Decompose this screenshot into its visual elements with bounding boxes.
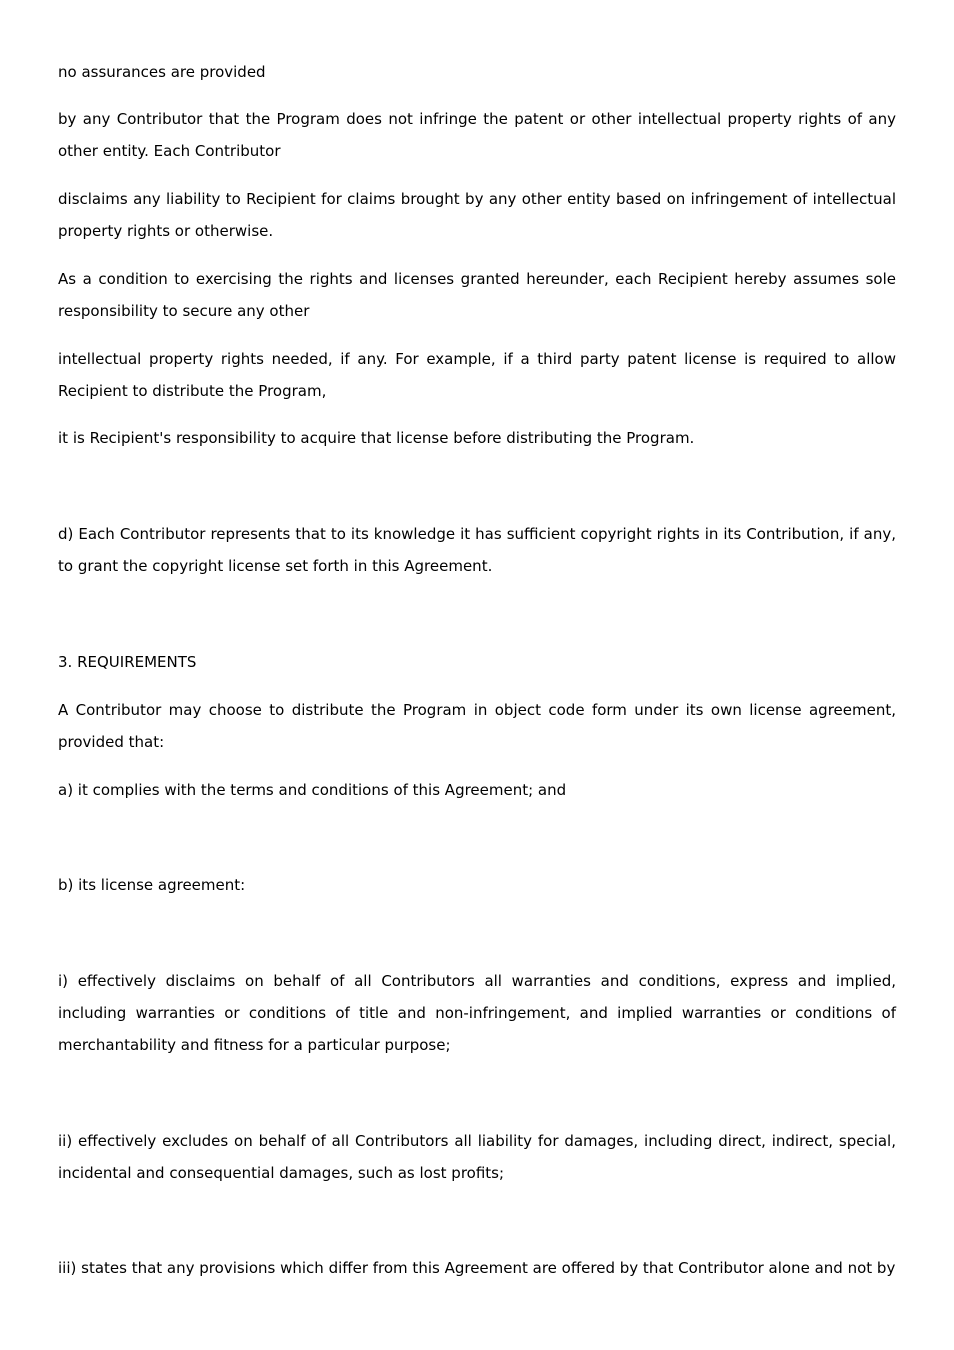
paragraph-no-assurances: no assurances are provided <box>58 63 266 81</box>
paragraph-infringement: by any Contributor that the Program does not infringe the patent or other intellectual property rights of any other entity. Each Contributor <box>58 110 896 160</box>
paragraph-b-license: b) its license agreement: <box>58 876 246 894</box>
paragraph-ii-damages: ii) effectively excludes on behalf of all Contributors all liability for damages, including direct, indirect, special, incidental and consequential damages, such as lost profits; <box>58 1132 896 1182</box>
paragraph-disclaims-liability: disclaims any liability to Recipient for claims brought by any other entity based on infringement of intellectual property rights or otherwise. <box>58 190 896 240</box>
section-heading-requirements: 3. REQUIREMENTS <box>58 653 197 671</box>
paragraph-iii-provisions: iii) states that any provisions which differ from this Agreement are offered by that Contributor alone and not by <box>58 1259 896 1277</box>
paragraph-condition: As a condition to exercising the rights and licenses granted hereunder, each Recipient hereby assumes sole responsibility to secure any other <box>58 270 896 320</box>
paragraph-d-copyright: d) Each Contributor represents that to its knowledge it has sufficient copyright rights in its Contribution, if any, to grant the copyright license set forth in this Agreement. <box>58 525 896 575</box>
paragraph-object-code: A Contributor may choose to distribute the Program in object code form under its own license agreement, provided that: <box>58 701 896 751</box>
paragraph-i-warranties: i) effectively disclaims on behalf of all Contributors all warranties and conditions, express and implied, including warranties or conditions of title and non-infringement, and implied warranties or conditions of merchantability and fitness for a particular purpose; <box>58 972 896 1054</box>
paragraph-a-complies: a) it complies with the terms and conditions of this Agreement; and <box>58 781 567 799</box>
paragraph-recipient-responsibility: it is Recipient's responsibility to acquire that license before distributing the Program. <box>58 429 695 447</box>
paragraph-ip-rights: intellectual property rights needed, if any. For example, if a third party patent license is required to allow Recipient to distribute the Program, <box>58 350 896 400</box>
